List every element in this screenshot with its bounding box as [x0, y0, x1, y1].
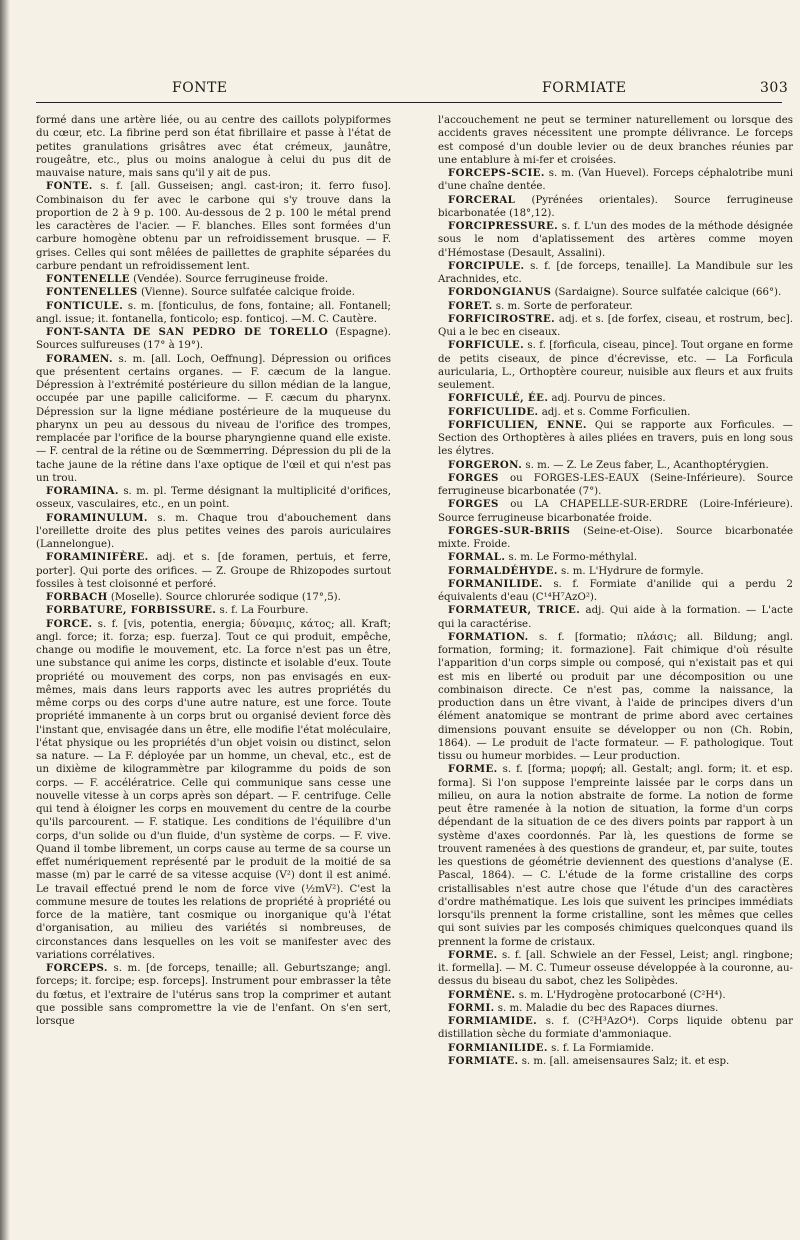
entry-definition: (Vienne). Source sulfatée calcique froide. [137, 287, 355, 299]
entry-definition: ou FORGES-LES-EAUX (Seine-Inférieure). Source ferrugineuse bicarbonatée (7°). [438, 472, 793, 497]
entry-headword: FORMIAMIDE. [448, 1015, 538, 1027]
entry-headword: FORAMINULUM. [46, 511, 148, 524]
entry-definition: adj. Qui aide à la formation. — L'acte qui la caractérise. [438, 605, 793, 630]
entry-definition: s. m. [fonticulus, de fons, fontaine; all. Fontanell; angl. issue; it. fontanella, fonticolo; esp. fonticoj. —M. C. Cautère. [36, 300, 391, 325]
entry-headword: FORAMINA. [46, 485, 119, 497]
right-column [438, 114, 793, 1068]
dictionary-entry [438, 949, 793, 989]
entry-definition: s. f. (C²H³AzO⁴). Corps liquide obtenu par distillation sèche du formiate d'ammoniaque. [438, 1016, 793, 1041]
entry-headword: FORCERAL [448, 193, 516, 206]
entry-headword: FORCIPRESSURE. [448, 220, 559, 232]
entry-headword: FORFICIROSTRE. [448, 312, 556, 325]
entry-definition: (Espagne). Sources sulfureuses (17° à 19°). [36, 327, 391, 352]
entry-headword: FORGES-SUR-BRIIS [448, 524, 571, 537]
entry-definition: s. m. L'Hydrogène protocarboné (C²H⁴). [515, 989, 726, 1001]
entry-headword: FORBATURE, FORBISSURE. [46, 604, 217, 617]
entry-definition: s. m. [all. ameisensaures Salz; it. et esp. [518, 1055, 730, 1067]
dictionary-entry [36, 962, 391, 1028]
entry-definition: s. m. [all. Loch, Oeffnung]. Dépression ou orifices que présentent certains organes. — F. cæcum de la langue. Dépression à l'extrémité postérieure du sillon médian de la langue, occupée par une papille caliciforme. — F. cæcum du pharynx. Dépression sur la ligne médiane postérieure de la muqueuse du pharynx un peu au dessous du niveau de l'orifice des trompes, remplacée par l'orifice de la bourse pharyngienne quand elle existe. — F. central de la rétine ou de Sœmmerring. Dépression du pli de la tache jaune de la rétine dans l'axe optique de l'œil et qui n'est pas un trou. [36, 353, 391, 484]
dictionary-entry [438, 989, 793, 1002]
running-head-left: FONTE [172, 80, 228, 96]
entry-headword: FORGES [448, 498, 499, 511]
entry-definition: s. m. — Z. Le Zeus faber, L., Acanthoptérygien. [522, 459, 769, 471]
entry-headword: FORMANILIDE. [448, 577, 543, 590]
dictionary-entry [438, 260, 793, 287]
entry-headword: FORCIPULE. [448, 259, 525, 272]
dictionary-entry [438, 419, 793, 459]
page-binding-edge [0, 0, 10, 1240]
dictionary-entry [438, 114, 793, 167]
left-column [36, 114, 391, 1028]
dictionary-entry [36, 512, 391, 552]
dictionary-entry [36, 326, 391, 353]
entry-definition: s. m. Maladie du bec des Rapaces diurnes. [494, 1002, 719, 1014]
running-head-right: FORMIATE [542, 80, 627, 96]
entry-definition: adj. et s. [de forfex, ciseau, et rostrum, bec]. Qui a le bec en ciseaux. [438, 313, 793, 338]
dictionary-entry [438, 339, 793, 392]
entry-definition: s. m. Chaque trou d'abouchement dans l'oreillette droite des plus petites veines des parois auriculaires (Lannelongue). [36, 512, 391, 550]
dictionary-entry [438, 525, 793, 552]
dictionary-entry [438, 313, 793, 340]
entry-headword: FONT-SANTA DE SAN PEDRO DE TORELLO [46, 326, 329, 338]
header-rule [36, 102, 782, 103]
entry-definition: s. f. [all. Schwiele an der Fessel, Leist; angl. ringbone; it. formella]. — M. C. Tumeur osseuse développée à la couronne, au-dessus du biseau du sabot, chez les Solipèdes. [438, 949, 793, 988]
entry-definition: s. m. Sorte de perforateur. [492, 300, 633, 312]
entry-definition: s. m. Le Formo-méthylal. [505, 552, 638, 564]
page-number: 303 [760, 80, 789, 96]
entry-definition: s. m. L'Hydrure de formyle. [557, 565, 704, 577]
entry-headword: FORFICULIDE. [448, 405, 539, 418]
entry-definition: adj. et s. [de foramen, pertuis, et ferre, porter]. Qui porte des orifices. — Z. Groupe de Rhizopodes surtout fossiles à test cloisonné et perforé. [36, 552, 391, 590]
dictionary-entry [438, 498, 793, 525]
entry-definition: s. m. [de forceps, tenaille; all. Geburtszange; angl. forceps; it. forcipe; esp. forceps]. Instrument pour embrasser la tête du fœtus, et l'extraire de l'utérus sans trop la comprimer et autant que possible sans compromettre la vie de l'enfant. On s'en sert, lorsque [36, 963, 391, 1027]
entry-headword: FORMIANILIDE. [448, 1041, 548, 1054]
dictionary-entry [36, 618, 391, 963]
entry-headword: FORMALDÉHYDE. [448, 564, 558, 577]
entry-headword: FORBACH [46, 591, 108, 603]
entry-definition: s. f. Formiate d'anilide qui a perdu 2 équivalents d'eau (C¹⁴H⁷AzO²). [438, 578, 793, 603]
dictionary-entry [438, 392, 793, 405]
dictionary-entry [438, 286, 793, 299]
dictionary-entry [438, 194, 793, 221]
entry-definition: ou LA CHAPELLE-SUR-ERDRE (Loire-Inférieure). Source ferrugineuse bicarbonatée froide. [438, 499, 793, 524]
entry-headword: FONTICULE. [46, 299, 124, 312]
dictionary-entry [438, 472, 793, 499]
dictionary-entry [36, 604, 391, 617]
dictionary-entry [36, 591, 391, 604]
entry-headword: FORMATION. [448, 630, 529, 643]
entry-headword: FORMATEUR, TRICE. [448, 604, 581, 617]
dictionary-entry [438, 1055, 793, 1068]
dictionary-entry [36, 300, 391, 327]
entry-definition: s. f. [forficula, ciseau, pince]. Tout organe en forme de petits ciseaux, de pince d'écrevisse, etc. — La Forficula auricularia, L., Orthoptère coureur, nuisible aux fleurs et aux fruits seulement. [438, 340, 793, 391]
dictionary-entry [438, 763, 793, 949]
dictionary-entry [36, 485, 391, 512]
entry-definition: Qui se rapporte aux Forficules. — Section des Orthoptères à ailes pliées en travers, puis en long sous les élytres. [438, 419, 793, 458]
dictionary-entry [438, 459, 793, 472]
entry-definition: (Pyrénées orientales). Source ferrugineuse bicarbonatée (18°,12). [438, 194, 793, 219]
dictionary-entry [36, 180, 391, 273]
dictionary-entry [438, 1002, 793, 1015]
entry-headword: FORCEPS-SCIE. [448, 167, 545, 179]
entry-definition: (Seine-et-Oise). Source bicarbonatée mixte. Froide. [438, 525, 793, 550]
dictionary-entry [438, 1042, 793, 1055]
dictionary-entry [438, 565, 793, 578]
entry-headword: FORME. [448, 763, 498, 776]
entry-definition: s. f. La Fourbure. [216, 605, 309, 617]
dictionary-entry [438, 300, 793, 313]
dictionary-entry [36, 286, 391, 299]
entry-definition: s. m. (Van Huevel). Forceps céphalotribe muni d'une chaîne dentée. [438, 168, 793, 193]
entry-headword: FORDONGIANUS [448, 286, 552, 299]
entry-headword: FORFICULE. [448, 339, 525, 352]
entry-definition: s. f. [all. Gusseisen; angl. cast-iron; it. ferro fuso]. Combinaison du fer avec le carbone qui s'y trouve dans la proportion de 2 à 9 p. 100. Au-dessous de 2 p. 100 le métal prend les caractères de l'acier. — F. blanches. Elles sont formées d'un carbure homogène obtenu par un refroidissement brusque. — F. grises. Celles qui sont mêlées de paillettes de graphite séparées du carbure pendant un refroidissement lent. [36, 181, 391, 272]
entry-definition: s. f. [de forceps, tenaille]. La Mandibule sur les Arachnides, etc. [438, 260, 793, 285]
entry-headword: FORCEPS. [46, 962, 108, 974]
dictionary-entry [36, 551, 391, 591]
entry-definition: s. f. [forma; μορφή; all. Gestalt; angl. form; it. et esp. forma]. Si l'on suppose l'empreinte laissée par le corps dans un milieu, on aura la notion abstraite de forme. La notion de forme peut être ramenée à la notion de situation, la forme d'un corps dépendant de la situation de ce des divers points par rapport à un système d'axes coordonnés. Par là, les questions de forme se trouvent ramenées à des questions de grandeur, et, par suite, toutes les questions de géométrie deviennent des questions d'analyse (E. Pascal, 1864). — C. L'étude de la forme cristalline des corps cristallisables n'est autre chose que l'étude d'un des caractères d'ordre mathématique. Les lois que suivent les principes immédiats lorsqu'ils prennent la forme cristalline, sont les mêmes que celles qui sont suivies par les composés chimiques quelconques quand ils prennent la forme de cristaux. [438, 764, 793, 948]
dictionary-entry [438, 406, 793, 419]
dictionary-entry [438, 220, 793, 260]
entry-definition: s. f. [vis, potentia, energia; δύναμις, κάτος; all. Kraft; angl. force; it. forza; esp. fuerza]. Tout ce qui produit, empêche, change ou modifie le mouvement, etc. La force n'est pas un être, une substance qui anime les corps, distincte et isolable d'eux. Toute propriété ou mouvement des corps, non pas envisagés en eux-mêmes, mais dans leurs rapports avec les autres propriétés du même corps ou des corps d'une autre nature, est une force. Toute propriété immanente à un corps brut ou organisé devient force dès l'instant que, envisagée dans un être, elle modifie l'état moléculaire, l'état physique ou les propriétés d'un objet voisin ou distinct, selon sa nature. — La F. déployée par un homme, un cheval, etc., est de un dixième de kilogrammètre par kilogramme du poids de son corps. — F. accélératrice. Celle qui communique sans cesse une nouvelle vitesse à un corps après son départ. — F. centrifuge. Celle qui tend à éloigner les corps en mouvement du centre de la courbe qu'ils parcourent. — F. statique. Les conditions de l'équilibre d'un corps, d'un solide ou d'un fluide, d'un système de corps. — F. vive. Quand il tombe librement, un corps cause au terme de sa course un effet numériquement représenté par le produit de la moitié de sa masse (m) par le carré de sa vitesse acquise (V²) dont il est animé. Le travail effectué prend le nom de force vive (½mV²). C'est la commune mesure de toutes les relations de propriété à propriété ou force de la matière, tant cosmique ou inorganique qu'à l'état d'organisation, au milieu des variétés si nombreuses, de circonstances dans lesquelles on les voit se manifester avec des variations corrélatives. [36, 618, 391, 961]
entry-headword: FORFICULIEN, ENNE. [448, 418, 587, 431]
entry-headword: FORGES [448, 471, 499, 484]
dictionary-entry [438, 604, 793, 631]
dictionary-entry [438, 578, 793, 605]
dictionary-entry [36, 353, 391, 486]
dictionary-entry [438, 167, 793, 194]
entry-headword: FORAMEN. [46, 352, 113, 365]
entry-headword: FONTENELLE [46, 273, 130, 285]
entry-definition: (Moselle). Source chlorurée sodique (17°,5). [107, 592, 341, 603]
entry-definition: s. f. La Formiamide. [547, 1042, 654, 1054]
entry-definition: s. f. [formatio; πλάσις; all. Bildung; angl. formation, forming; it. formazione]. Fait chimique d'où résulte l'apparition d'un corps simple ou composé, qui n'existait pas et qui est mis en liberté ou produit par une décomposition ou une combinaison directe. Ce n'est pas, comme la naissance, la production dans un être vivant, à l'aide de principes divers d'un élément anatomique se montrant de prime abord avec certaines dimensions pouvant ensuite se développer ou non (Ch. Robin, 1864). — Le produit de l'acte formateur. — F. pathologique. Tout tissu ou humeur morbides. — Leur production. [438, 631, 793, 762]
entry-definition: (Sardaigne). Source sulfatée calcique (66°). [551, 287, 782, 299]
entry-definition: formé dans une artère liée, ou au centre des caillots polypiformes du cœur, etc. La fibrine perd son état fibrillaire et passe à l'état de petites granulations grisâtres avec état crémeux, jaunâtre, rougeâtre, etc., plus ou moins analogue à celui du pus dit de mauvaise nature, mais sans qu'il y ait de pus. [36, 115, 391, 179]
entry-headword: FORMI. [448, 1001, 495, 1014]
dictionary-entry [36, 273, 391, 286]
dictionary-entry [36, 114, 391, 180]
entry-headword: FONTENELLES [46, 286, 138, 299]
entry-headword: FORMAL. [448, 551, 506, 564]
entry-definition: l'accouchement ne peut se terminer naturellement ou lorsque des accidents graves nécessitent une prompte délivrance. Le forceps est composé d'un double levier ou de deux branches réunies par une entablure à mi-fer et croisées. [438, 115, 793, 166]
entry-headword: FORCE. [46, 617, 93, 630]
entry-definition: (Vendée). Source ferrugineuse froide. [129, 274, 329, 285]
entry-definition: s. f. L'un des modes de la méthode désignée sous le nom d'aplatissement des artères comme moyen d'Hémostase (Desault, Assalini). [438, 221, 793, 259]
entry-headword: FONTE. [46, 180, 93, 193]
entry-headword: FORME. [448, 948, 498, 961]
entry-headword: FORMÈNE. [448, 988, 516, 1001]
entry-headword: FORGERON. [448, 458, 523, 471]
dictionary-entry [438, 551, 793, 564]
entry-headword: FORET. [448, 299, 493, 312]
entry-definition: adj. et s. Comme Forficulien. [538, 406, 691, 418]
entry-definition: adj. Pourvu de pinces. [548, 393, 666, 405]
dictionary-entry [438, 1015, 793, 1042]
dictionary-entry [438, 631, 793, 764]
entry-definition: s. m. pl. Terme désignant la multiplicité d'orifices, osseux, vasculaires, etc., en un point. [36, 486, 391, 511]
entry-headword: FORFICULÉ, ÉE. [448, 392, 549, 405]
entry-headword: FORMIATE. [448, 1054, 519, 1067]
entry-headword: FORAMINIFÈRE. [46, 551, 149, 564]
